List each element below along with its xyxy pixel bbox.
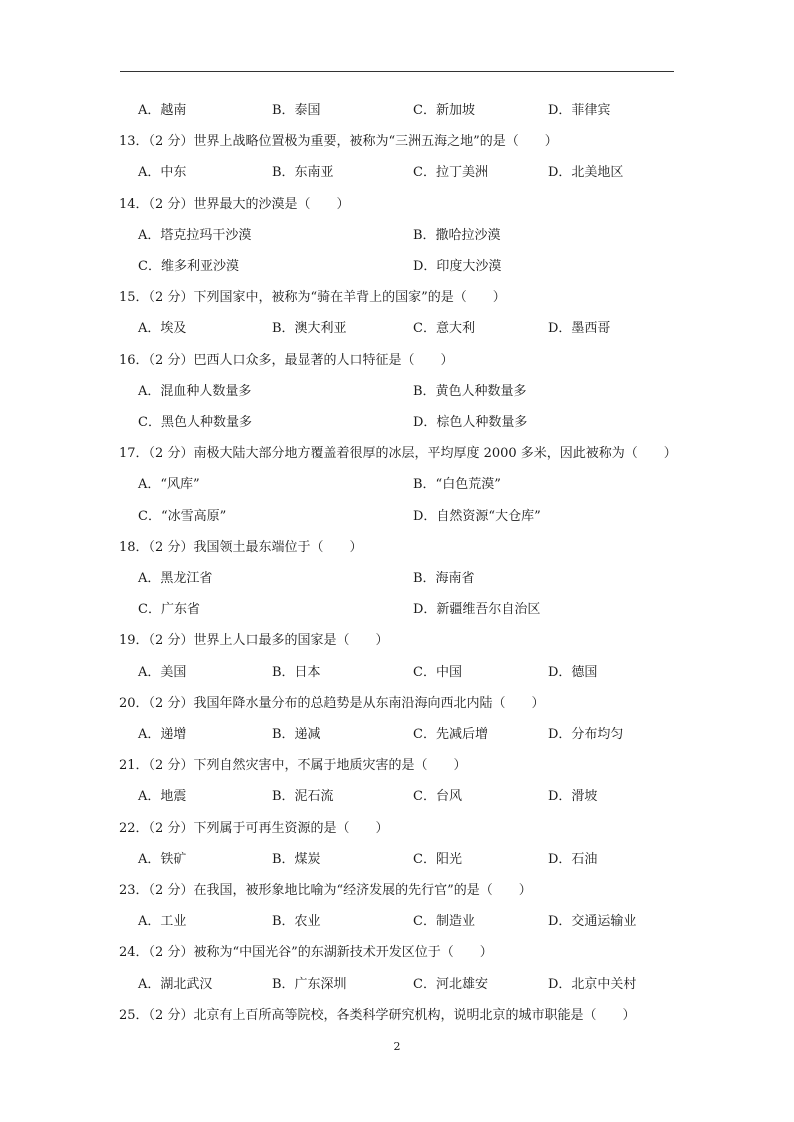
options-row [0,507,794,527]
answer-option: D．分布均匀 [548,727,624,742]
answer-option: C．台风 [413,789,462,805]
answer-option: D．棕色人种数量多 [413,415,528,430]
answer-option: D．北京中关村 [548,976,637,992]
answer-option: C．中国 [413,664,462,680]
options-row [0,319,794,339]
answer-option: B．澳大利亚 [272,321,347,337]
answer-option: D．新疆维吾尔自治区 [413,602,541,618]
answer-option: A．铁矿 [138,851,187,867]
answer-option: D．交通运输业 [548,914,637,930]
answer-option: A．混血种人数量多 [138,383,252,399]
answer-option: A．“风库” [138,477,200,493]
answer-option: B．黄色人种数量多 [413,383,527,399]
answer-option: A．递增 [138,727,187,742]
answer-option: B．日本 [272,664,321,680]
question-text: 22．（2 分）下列属于可再生资源的是（ ） [119,820,389,836]
options-row [0,850,794,870]
answer-option: C．黑色人种数量多 [138,415,252,430]
answer-option: D．北美地区 [548,165,624,181]
answer-option: D．滑坡 [548,789,598,805]
answer-option: B．泥石流 [272,789,334,805]
answer-option: B．“白色荒漠” [413,477,501,493]
question-text: 14．（2 分）世界最大的沙漠是（ ） [119,196,350,212]
question-text: 19．（2 分）世界上人口最多的国家是（ ） [119,633,389,649]
options-row [0,475,794,495]
question-text: 20．（2 分）我国年降水量分布的总趋势是从东南沿海向西北内陆（ ） [119,695,545,711]
answer-option: D．印度大沙漠 [413,259,502,274]
options-row [0,663,794,683]
header-rule [120,71,674,72]
options-row [0,912,794,932]
answer-option: A．塔克拉玛干沙漠 [138,227,252,243]
answer-option: C．维多利亚沙漠 [138,259,239,274]
answer-option: B．东南亚 [272,165,334,181]
options-row [0,725,794,745]
options-row [0,413,794,433]
answer-option: A．埃及 [138,321,187,337]
question-text: 15．（2 分）下列国家中，被称为“骑在羊背上的国家”的是（ ） [119,290,506,306]
answer-option: B．递减 [272,727,321,742]
answer-option: A．美国 [138,664,187,680]
question-text: 24．（2 分）被称为“中国光谷”的东湖新技术开发区位于（ ） [119,945,493,961]
answer-option: C．先减后增 [413,727,488,742]
question-text: 18．（2 分）我国领土最东端位于（ ） [119,539,363,555]
options-row [0,787,794,807]
answer-option: C．新加坡 [413,103,475,118]
answer-option: C．广东省 [138,602,200,618]
answer-option: A．地震 [138,789,187,805]
options-row [0,382,794,402]
answer-option: B．撒哈拉沙漠 [413,227,501,243]
answer-option: A．湖北武汉 [138,976,213,992]
options-row [0,975,794,995]
answer-option: B．农业 [272,914,321,930]
answer-option: C．拉丁美洲 [413,165,488,181]
options-row [0,226,794,246]
answer-option: C．意大利 [413,321,475,337]
options-row [0,163,794,183]
answer-option: B．海南省 [413,571,475,586]
question-text: 23．（2 分）在我国，被形象地比喻为“经济发展的先行官”的是（ ） [119,883,532,898]
options-row [0,101,794,121]
answer-option: C．河北雄安 [413,976,488,992]
answer-option: B．煤炭 [272,851,321,867]
question-text: 17．（2 分）南极大陆大部分地方覆盖着很厚的冰层，平均厚度 2000 多米，因此被称为（ ） [119,446,677,462]
options-row [0,600,794,620]
answer-option: B．泰国 [272,103,321,118]
answer-option: A．黑龙江省 [138,571,213,586]
question-text: 25．（2 分）北京有上百所高等院校，各类科学研究机构，说明北京的城市职能是（ ） [119,1007,636,1023]
answer-option: A．越南 [138,103,187,118]
answer-option: C．制造业 [413,914,475,930]
answer-option: C．阳光 [413,851,462,867]
answer-option: D．自然资源“大仓库” [413,508,541,524]
page-number: 2 [393,1040,401,1053]
answer-option: D．菲律宾 [548,103,611,118]
answer-option: D．德国 [548,664,598,680]
question-text: 16．（2 分）巴西人口众多，最显著的人口特征是（ ） [119,352,454,368]
answer-option: D．墨西哥 [548,321,611,337]
options-row [0,569,794,589]
options-row [0,257,794,277]
answer-option: D．石油 [548,851,598,867]
answer-option: A．中东 [138,165,187,181]
answer-option: B．广东深圳 [272,976,347,992]
answer-option: C．“冰雪高原” [138,508,227,524]
question-text: 21．（2 分）下列自然灾害中，不属于地质灾害的是（ ） [119,758,467,774]
question-text: 13．（2 分）世界上战略位置极为重要，被称为“三洲五海之地”的是（ ） [119,134,558,150]
answer-option: A．工业 [138,914,187,930]
